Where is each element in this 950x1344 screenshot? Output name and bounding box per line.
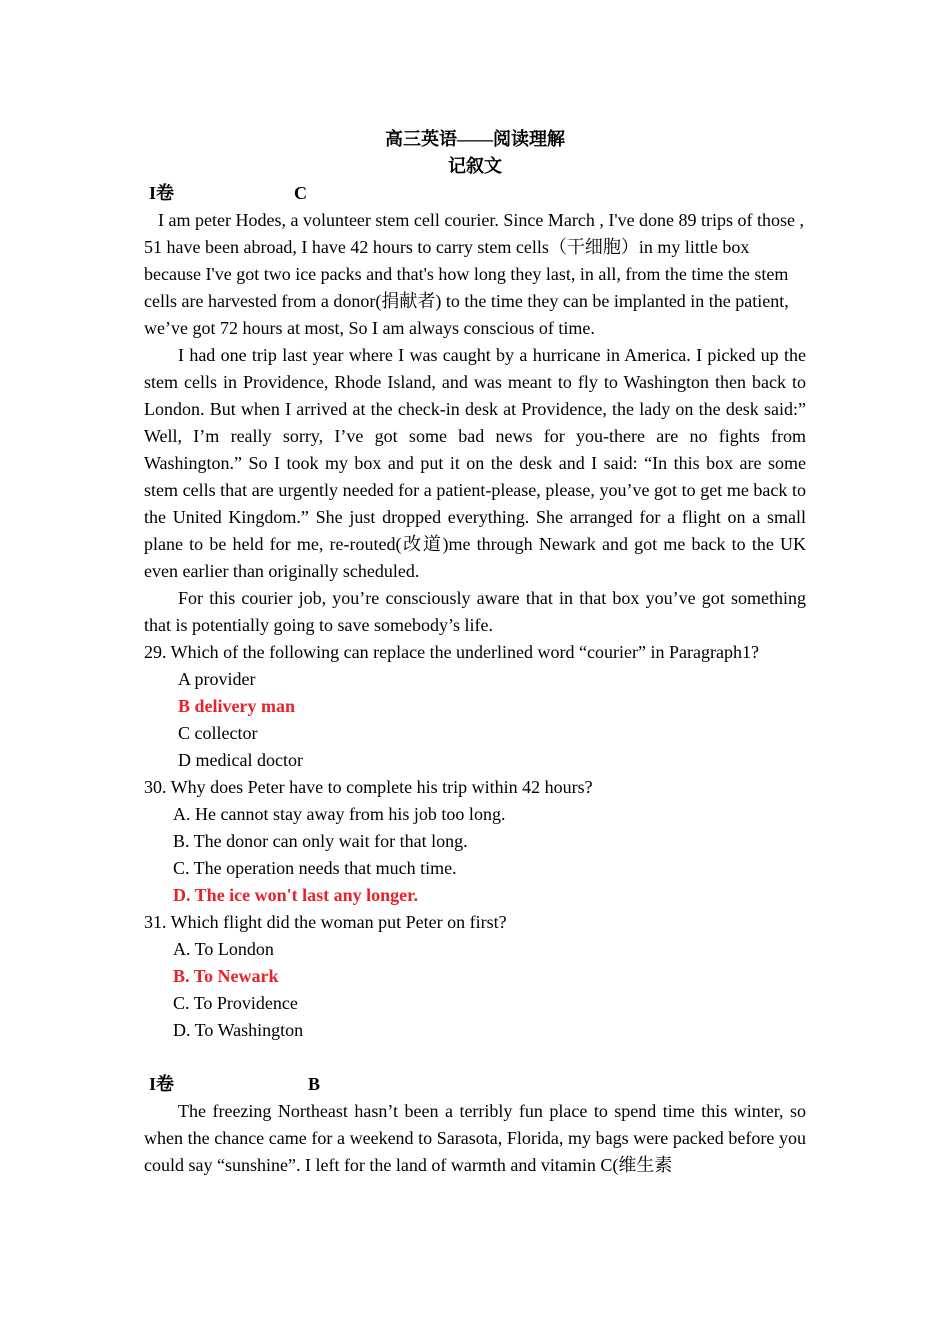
q31-option-b-answer: B. To Newark xyxy=(173,966,279,986)
section-2-letter: B xyxy=(308,1074,321,1094)
section-1-label: I卷 xyxy=(149,183,175,203)
q30-option-d-answer: D. The ice won't last any longer. xyxy=(173,885,419,905)
q29-option-d: D medical doctor xyxy=(178,750,303,770)
question-30: 30. Why does Peter have to complete his trip within 42 hours? xyxy=(144,777,593,797)
question-31: 31. Which flight did the woman put Peter on first? xyxy=(144,912,507,932)
q30-option-b: B. The donor can only wait for that long. xyxy=(173,831,468,851)
document-content xyxy=(144,126,806,1179)
q29-option-c: C collector xyxy=(178,723,258,743)
section-1-heading xyxy=(144,180,806,207)
q31-option-d: D. To Washington xyxy=(173,1020,304,1040)
section-2-label: I卷 xyxy=(149,1074,175,1094)
q30-option-c: C. The operation needs that much time. xyxy=(173,858,457,878)
q30-option-a: A. He cannot stay away from his job too long. xyxy=(173,804,506,824)
passage-paragraph-3: For this courier job, you’re consciously aware that in that box you’ve got something that is potentially going to save somebody’s life. xyxy=(144,588,806,635)
passage-paragraph-1: I am peter Hodes, a volunteer stem cell courier. Since March , I've done 89 trips of those , 51 have been abroad, I have 42 hours to carry stem cells（干细胞）in my little box because I've got two ice packs and that's how long they last, in all, from the time the stem cells are harvested from a donor(捐献者) to the time they can be implanted in the patient, we’ve got 72 hours at most, So I am always conscious of time. xyxy=(144,210,805,338)
question-29: 29. Which of the following can replace the underlined word “courier” in Paragraph1? xyxy=(144,642,759,662)
document-subtitle: 记叙文 xyxy=(448,156,502,176)
q31-option-a: A. To London xyxy=(173,939,274,959)
document-title: 高三英语——阅读理解 xyxy=(385,129,565,149)
section-spacer xyxy=(144,1044,806,1071)
section-1-letter: C xyxy=(294,183,308,203)
q29-option-a: A provider xyxy=(178,669,256,689)
passage-b-paragraph-1: The freezing Northeast hasn’t been a terribly fun place to spend time this winter, so when the chance came for a weekend to Sarasota, Florida, my bags were packed before you could say “sunshine”. I left for the land of warmth and vitamin C(维生素 xyxy=(144,1101,806,1175)
passage-paragraph-2: I had one trip last year where I was caught by a hurricane in America. I picked up the stem cells in Providence, Rhode Island, and was meant to fly to Washington then back to London. But when I arrived at the check-in desk at Providence, the lady on the desk said:” Well, I’m really sorry, I’ve got some bad news for you-there are no fights from Washington.” So I took my box and put it on the desk and I said: “In this box are some stem cells that are urgently needed for a patient-please, please, you’ve got to get me back to the United Kingdom.” She just dropped everything. She arranged for a flight on a small plane to be held for me, re-routed(改道)me through Newark and got me back to the UK even earlier than originally scheduled. xyxy=(144,345,806,581)
q31-option-c: C. To Providence xyxy=(173,993,298,1013)
section-2-heading xyxy=(144,1071,806,1098)
q29-option-b-answer: B delivery man xyxy=(178,696,295,716)
